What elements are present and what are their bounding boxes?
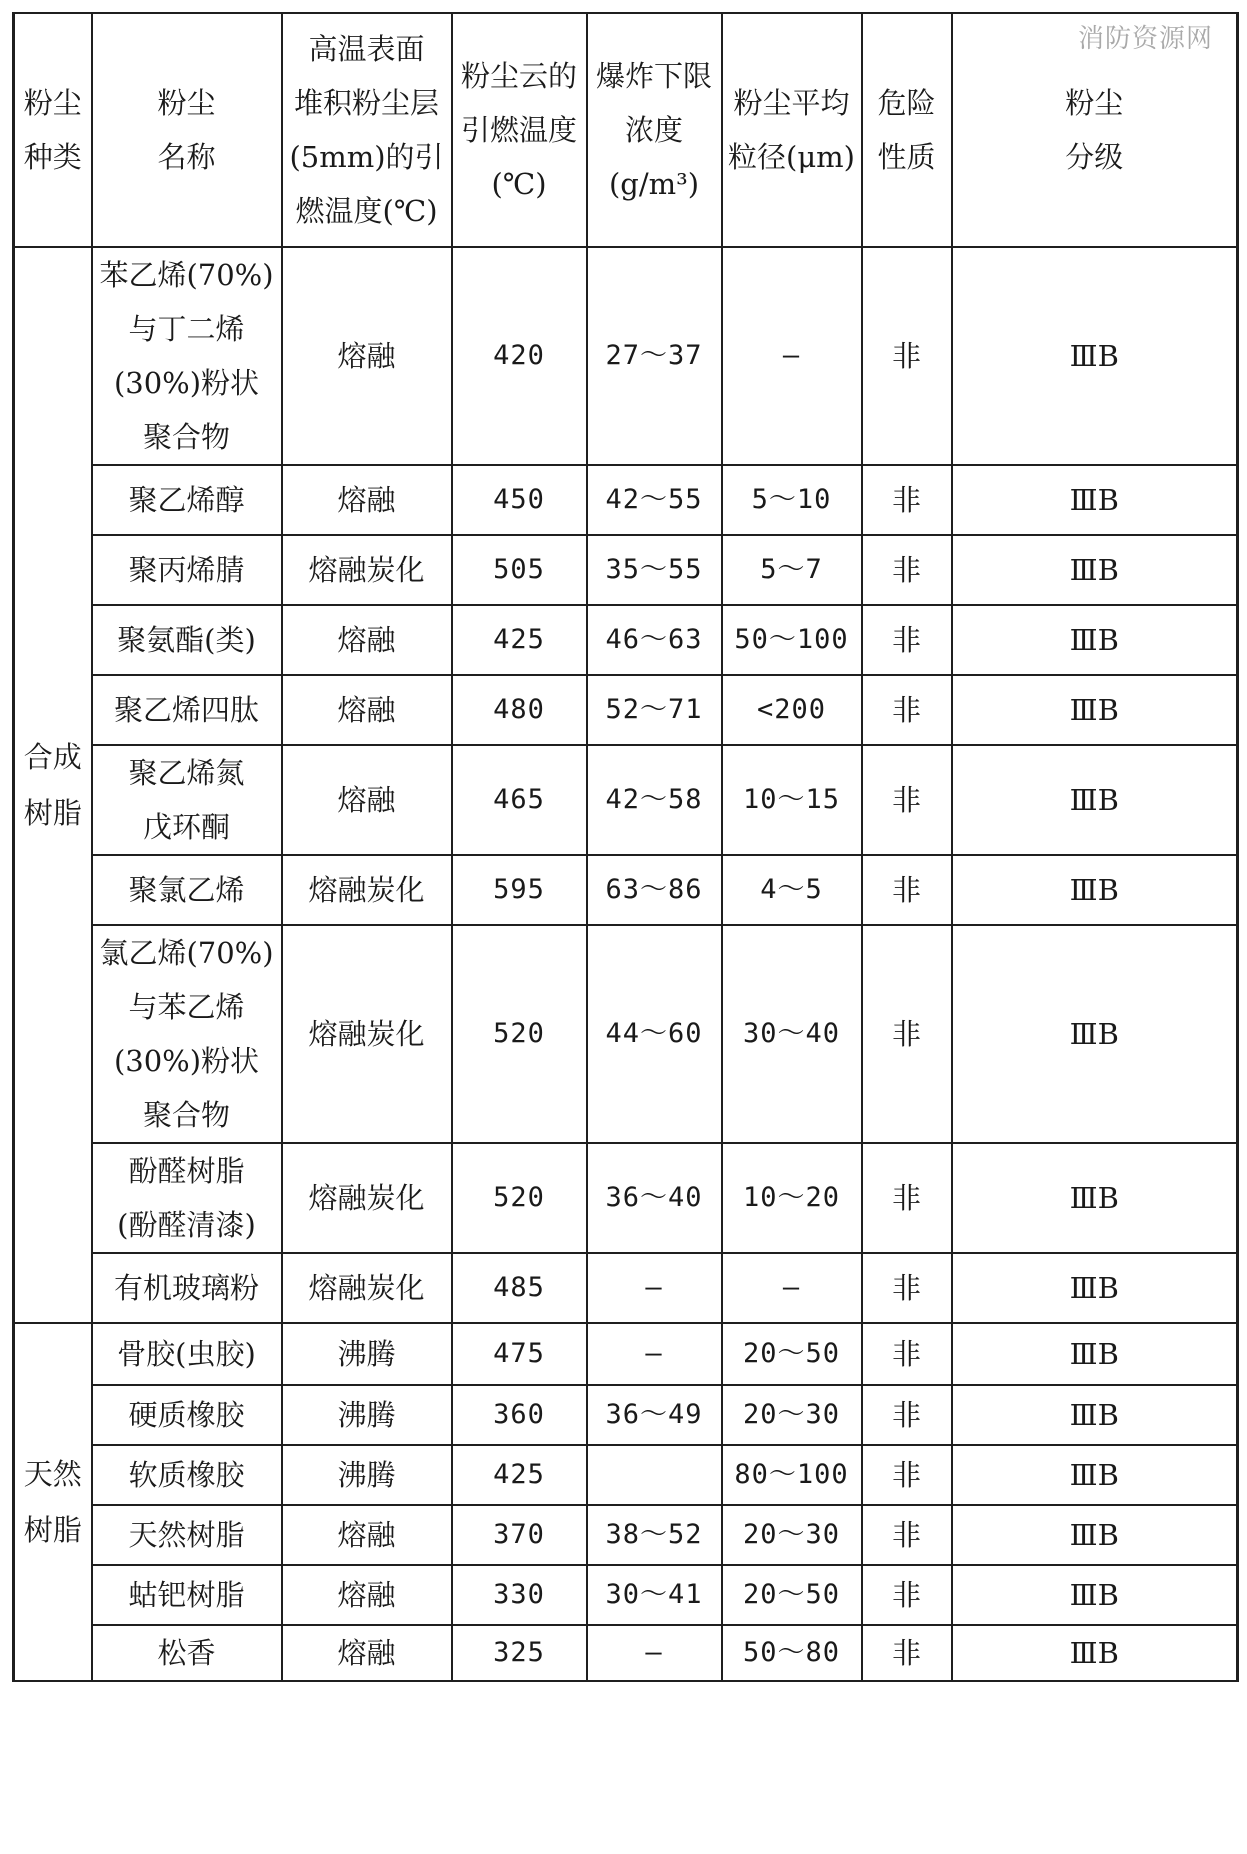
cell-cloud-ignition-temp-text: 370 — [493, 1519, 545, 1550]
cell-dust-class-text: ⅢB — [1069, 1518, 1119, 1552]
cell-layer-ignition-temp-text: 熔融炭化 — [308, 1271, 425, 1305]
cell-hazard-nature-text: 非 — [891, 783, 921, 817]
cell-dust-name-text: 氯乙烯(70%) 与苯乙烯 (30%)粉状 聚合物 — [99, 936, 274, 1132]
cell-hazard-nature — [862, 675, 952, 745]
cell-dust-class-text: ⅢB — [1069, 553, 1119, 587]
cell-dust-class — [952, 855, 1238, 925]
cell-layer-ignition-temp-text: 熔融 — [337, 1636, 396, 1670]
cell-mean-particle-size — [722, 1565, 862, 1625]
header-mean-particle-size: 粉尘平均 粒径(μm) — [722, 13, 862, 247]
cell-lower-explosion-limit-text: 36～49 — [605, 1399, 703, 1430]
cell-dust-class-text: ⅢB — [1069, 483, 1119, 517]
cell-dust-class-text: ⅢB — [1069, 1636, 1119, 1670]
cell-mean-particle-size — [722, 605, 862, 675]
cell-cloud-ignition-temp — [452, 745, 587, 855]
cell-hazard-nature-text: 非 — [891, 553, 921, 587]
cell-dust-class — [952, 465, 1238, 535]
cell-mean-particle-size-text: 80～100 — [734, 1459, 849, 1490]
cell-hazard-nature-text: 非 — [891, 1271, 921, 1305]
cell-lower-explosion-limit-text: 52～71 — [605, 694, 703, 725]
cell-hazard-nature-text: 非 — [891, 1636, 921, 1670]
cell-lower-explosion-limit-text: 36～40 — [605, 1182, 703, 1213]
cell-layer-ignition-temp — [282, 1143, 452, 1253]
cell-cloud-ignition-temp-text: 520 — [493, 1182, 545, 1213]
cell-lower-explosion-limit-text: 46～63 — [605, 624, 703, 655]
cell-dust-name-text: 聚乙烯四肽 — [113, 693, 259, 727]
table-row — [14, 1253, 1238, 1323]
cell-hazard-nature-text: 非 — [891, 693, 921, 727]
cell-dust-class-text: ⅢB — [1069, 339, 1119, 373]
cell-layer-ignition-temp-text: 熔融 — [337, 783, 396, 817]
cell-dust-class — [952, 1143, 1238, 1253]
cell-mean-particle-size-text: 20～50 — [742, 1579, 841, 1610]
cell-lower-explosion-limit-text: — — [645, 1637, 663, 1668]
cell-dust-name — [92, 855, 282, 925]
header-cloud-ignition-temp: 粉尘云的 引燃温度 (℃) — [452, 13, 587, 247]
cell-dust-category — [14, 247, 92, 1323]
cell-mean-particle-size-text: <200 — [756, 694, 827, 725]
cell-mean-particle-size-text: 20～30 — [742, 1519, 841, 1550]
table-row — [14, 1323, 1238, 1385]
cell-lower-explosion-limit — [587, 1253, 722, 1323]
cell-hazard-nature — [862, 925, 952, 1143]
cell-layer-ignition-temp — [282, 855, 452, 925]
cell-layer-ignition-temp — [282, 1505, 452, 1565]
cell-hazard-nature — [862, 1445, 952, 1505]
table-row — [14, 605, 1238, 675]
cell-lower-explosion-limit-text: 44～60 — [605, 1018, 703, 1049]
cell-layer-ignition-temp — [282, 1565, 452, 1625]
cell-lower-explosion-limit — [587, 1445, 722, 1505]
table-row — [14, 247, 1238, 465]
cell-layer-ignition-temp-text: 熔融 — [337, 623, 396, 657]
cell-lower-explosion-limit — [587, 925, 722, 1143]
cell-cloud-ignition-temp — [452, 675, 587, 745]
cell-hazard-nature-text: 非 — [891, 1578, 921, 1612]
cell-mean-particle-size-text: — — [782, 340, 801, 371]
cell-hazard-nature — [862, 1565, 952, 1625]
cell-dust-name — [92, 1143, 282, 1253]
cell-cloud-ignition-temp-text: 360 — [493, 1399, 545, 1430]
cell-layer-ignition-temp-text: 沸腾 — [337, 1398, 396, 1432]
cell-cloud-ignition-temp-text: 465 — [493, 784, 545, 815]
cell-dust-name-text: 酚醛树脂 (酚醛清漆) — [117, 1154, 256, 1242]
header-dust-class: 粉尘 分级 — [952, 13, 1238, 247]
cell-layer-ignition-temp — [282, 1385, 452, 1445]
cell-cloud-ignition-temp — [452, 465, 587, 535]
cell-mean-particle-size-text: — — [782, 1272, 801, 1303]
cell-dust-name — [92, 745, 282, 855]
cell-cloud-ignition-temp-text: 425 — [493, 624, 545, 655]
cell-mean-particle-size-text: 20～50 — [742, 1338, 841, 1369]
cell-cloud-ignition-temp-text: 425 — [493, 1459, 545, 1490]
cell-hazard-nature — [862, 1253, 952, 1323]
cell-layer-ignition-temp — [282, 1625, 452, 1681]
cell-mean-particle-size-text: 50～100 — [734, 624, 849, 655]
cell-dust-name — [92, 1505, 282, 1565]
cell-cloud-ignition-temp — [452, 1385, 587, 1445]
cell-layer-ignition-temp-text: 熔融炭化 — [308, 1017, 425, 1051]
table-row — [14, 535, 1238, 605]
table-row — [14, 1565, 1238, 1625]
table-row — [14, 465, 1238, 535]
cell-dust-class — [952, 1565, 1238, 1625]
cell-layer-ignition-temp — [282, 1445, 452, 1505]
cell-cloud-ignition-temp-text: 595 — [493, 874, 545, 905]
cell-layer-ignition-temp — [282, 465, 452, 535]
table-row — [14, 1385, 1238, 1445]
cell-dust-name-text: 苯乙烯(70%) 与丁二烯 (30%)粉状 聚合物 — [99, 258, 274, 454]
cell-cloud-ignition-temp-text: 325 — [493, 1637, 545, 1668]
cell-dust-class-text: ⅢB — [1069, 623, 1119, 657]
cell-cloud-ignition-temp-text: 485 — [493, 1272, 545, 1303]
cell-cloud-ignition-temp-text: 505 — [493, 554, 545, 585]
cell-mean-particle-size — [722, 535, 862, 605]
cell-lower-explosion-limit — [587, 605, 722, 675]
cell-hazard-nature — [862, 855, 952, 925]
cell-dust-name-text: 聚氯乙烯 — [128, 873, 245, 907]
cell-layer-ignition-temp — [282, 1253, 452, 1323]
cell-hazard-nature-text: 非 — [891, 1017, 921, 1051]
header-dust-name: 粉尘 名称 — [92, 13, 282, 247]
cell-layer-ignition-temp-text: 熔融 — [337, 339, 396, 373]
cell-dust-name — [92, 1385, 282, 1445]
cell-cloud-ignition-temp-text: 520 — [493, 1018, 545, 1049]
cell-dust-name-text: 聚氨酯(类) — [117, 623, 256, 657]
cell-dust-name — [92, 247, 282, 465]
cell-dust-class — [952, 745, 1238, 855]
cell-layer-ignition-temp — [282, 1323, 452, 1385]
cell-dust-name-text: 蛄钯树脂 — [128, 1578, 245, 1612]
cell-dust-name — [92, 1565, 282, 1625]
cell-dust-class-text: ⅢB — [1069, 1337, 1119, 1371]
cell-dust-name — [92, 1445, 282, 1505]
cell-mean-particle-size-text: 4～5 — [760, 874, 823, 905]
cell-hazard-nature — [862, 745, 952, 855]
cell-dust-name-text: 硬质橡胶 — [128, 1398, 245, 1432]
cell-mean-particle-size — [722, 1253, 862, 1323]
cell-dust-name — [92, 1323, 282, 1385]
cell-lower-explosion-limit — [587, 1143, 722, 1253]
table-header — [14, 13, 1238, 247]
table-row — [14, 1143, 1238, 1253]
cell-cloud-ignition-temp — [452, 605, 587, 675]
cell-dust-class — [952, 535, 1238, 605]
cell-mean-particle-size — [722, 925, 862, 1143]
cell-hazard-nature-text: 非 — [891, 339, 921, 373]
cell-hazard-nature-text: 非 — [891, 1398, 921, 1432]
cell-layer-ignition-temp — [282, 745, 452, 855]
cell-hazard-nature — [862, 535, 952, 605]
cell-mean-particle-size-text: 10～20 — [742, 1182, 841, 1213]
cell-cloud-ignition-temp-text: 330 — [493, 1579, 545, 1610]
cell-hazard-nature-text: 非 — [891, 623, 921, 657]
cell-dust-class-text: ⅢB — [1069, 873, 1119, 907]
cell-dust-class — [952, 1253, 1238, 1323]
cell-cloud-ignition-temp — [452, 855, 587, 925]
cell-dust-name-text: 有机玻璃粉 — [113, 1271, 259, 1305]
cell-mean-particle-size-text: 10～15 — [742, 784, 841, 815]
cell-lower-explosion-limit-text: 27～37 — [605, 340, 703, 371]
cell-lower-explosion-limit-text: 42～55 — [605, 484, 703, 515]
cell-hazard-nature — [862, 1143, 952, 1253]
cell-cloud-ignition-temp — [452, 1565, 587, 1625]
cell-hazard-nature-text: 非 — [891, 1518, 921, 1552]
cell-cloud-ignition-temp-text: 450 — [493, 484, 545, 515]
cell-hazard-nature-text: 非 — [891, 873, 921, 907]
cell-dust-class-text: ⅢB — [1069, 1271, 1119, 1305]
cell-lower-explosion-limit — [587, 465, 722, 535]
cell-cloud-ignition-temp — [452, 247, 587, 465]
cell-dust-name — [92, 535, 282, 605]
cell-lower-explosion-limit-text: 35～55 — [605, 554, 703, 585]
cell-dust-name — [92, 1625, 282, 1681]
watermark-text: 消防资源网 — [1077, 24, 1213, 54]
cell-hazard-nature — [862, 1625, 952, 1681]
cell-mean-particle-size — [722, 1505, 862, 1565]
cell-dust-name-text: 天然树脂 — [128, 1518, 245, 1552]
cell-mean-particle-size — [722, 465, 862, 535]
cell-cloud-ignition-temp-text: 480 — [493, 694, 545, 725]
cell-hazard-nature — [862, 465, 952, 535]
cell-dust-class-text: ⅢB — [1069, 1578, 1119, 1612]
cell-mean-particle-size — [722, 247, 862, 465]
cell-dust-class-text: ⅢB — [1069, 1017, 1119, 1051]
cell-mean-particle-size — [722, 745, 862, 855]
table-row — [14, 675, 1238, 745]
table-row — [14, 1445, 1238, 1505]
cell-cloud-ignition-temp — [452, 1505, 587, 1565]
cell-mean-particle-size — [722, 855, 862, 925]
cell-lower-explosion-limit — [587, 675, 722, 745]
cell-cloud-ignition-temp — [452, 535, 587, 605]
dust-properties-table — [12, 12, 1239, 1682]
cell-layer-ignition-temp — [282, 675, 452, 745]
cell-layer-ignition-temp-text: 熔融炭化 — [308, 1181, 425, 1215]
cell-lower-explosion-limit — [587, 745, 722, 855]
cell-layer-ignition-temp-text: 熔融 — [337, 693, 396, 727]
cell-dust-class — [952, 675, 1238, 745]
cell-dust-class-text: ⅢB — [1069, 1398, 1119, 1432]
header-row — [14, 13, 1238, 247]
cell-hazard-nature — [862, 1385, 952, 1445]
cell-hazard-nature-text: 非 — [891, 1458, 921, 1492]
cell-layer-ignition-temp-text: 熔融 — [337, 1578, 396, 1612]
table-row — [14, 745, 1238, 855]
cell-dust-class — [952, 1385, 1238, 1445]
cell-dust-class-text: ⅢB — [1069, 693, 1119, 727]
cell-dust-class — [952, 605, 1238, 675]
header-dust-category: 粉尘 种类 — [14, 13, 92, 247]
cell-dust-name-text: 聚乙烯醇 — [128, 483, 245, 517]
dust-category-label: 天然 树脂 — [23, 1457, 82, 1547]
cell-lower-explosion-limit — [587, 855, 722, 925]
cell-mean-particle-size — [722, 1625, 862, 1681]
cell-layer-ignition-temp — [282, 535, 452, 605]
cell-dust-class-text: ⅢB — [1069, 1458, 1119, 1492]
cell-lower-explosion-limit — [587, 1323, 722, 1385]
cell-layer-ignition-temp-text: 沸腾 — [337, 1458, 396, 1492]
cell-dust-class-text: ⅢB — [1069, 1181, 1119, 1215]
cell-dust-name-text: 聚丙烯腈 — [128, 553, 245, 587]
table-body — [14, 247, 1238, 1681]
cell-dust-category — [14, 1323, 92, 1681]
cell-cloud-ignition-temp — [452, 1253, 587, 1323]
cell-layer-ignition-temp — [282, 605, 452, 675]
cell-mean-particle-size — [722, 675, 862, 745]
cell-mean-particle-size — [722, 1445, 862, 1505]
cell-dust-class — [952, 1323, 1238, 1385]
cell-lower-explosion-limit-text: — — [645, 1272, 663, 1303]
cell-lower-explosion-limit-text: 42～58 — [605, 784, 703, 815]
cell-lower-explosion-limit — [587, 247, 722, 465]
header-hazard-nature: 危险 性质 — [862, 13, 952, 247]
cell-layer-ignition-temp — [282, 247, 452, 465]
cell-mean-particle-size — [722, 1143, 862, 1253]
cell-dust-name-text: 松香 — [157, 1636, 216, 1670]
cell-dust-class — [952, 1625, 1238, 1681]
cell-layer-ignition-temp-text: 熔融炭化 — [308, 553, 425, 587]
cell-lower-explosion-limit — [587, 1505, 722, 1565]
cell-cloud-ignition-temp — [452, 1323, 587, 1385]
cell-mean-particle-size-text: 20～30 — [742, 1399, 841, 1430]
cell-mean-particle-size — [722, 1385, 862, 1445]
cell-hazard-nature — [862, 247, 952, 465]
cell-hazard-nature-text: 非 — [891, 483, 921, 517]
cell-dust-name-text: 聚乙烯氮 戊环酮 — [128, 756, 245, 844]
cell-dust-class-text: ⅢB — [1069, 783, 1119, 817]
cell-layer-ignition-temp-text: 熔融炭化 — [308, 873, 425, 907]
cell-mean-particle-size-text: 5～7 — [760, 554, 823, 585]
cell-mean-particle-size-text: 5～10 — [751, 484, 832, 515]
header-layer-ignition-temp: 高温表面 堆积粉尘层 (5mm)的引 燃温度(℃) — [282, 13, 452, 247]
cell-mean-particle-size-text: 50～80 — [742, 1637, 841, 1668]
table-row — [14, 1505, 1238, 1565]
cell-lower-explosion-limit-text: 63～86 — [605, 874, 703, 905]
cell-lower-explosion-limit — [587, 1625, 722, 1681]
header-lower-explosion-limit: 爆炸下限 浓度 (g/m³) — [587, 13, 722, 247]
cell-cloud-ignition-temp — [452, 925, 587, 1143]
table-row — [14, 1625, 1238, 1681]
cell-dust-name — [92, 1253, 282, 1323]
cell-layer-ignition-temp-text: 熔融 — [337, 1518, 396, 1552]
cell-hazard-nature-text: 非 — [891, 1181, 921, 1215]
cell-lower-explosion-limit-text: 30～41 — [605, 1579, 703, 1610]
cell-layer-ignition-temp-text: 熔融 — [337, 483, 396, 517]
cell-cloud-ignition-temp — [452, 1625, 587, 1681]
cell-hazard-nature — [862, 605, 952, 675]
cell-dust-name — [92, 675, 282, 745]
cell-dust-name-text: 软质橡胶 — [128, 1458, 245, 1492]
cell-dust-class — [952, 1445, 1238, 1505]
cell-dust-name-text: 骨胶(虫胶) — [117, 1337, 256, 1371]
cell-cloud-ignition-temp — [452, 1143, 587, 1253]
cell-cloud-ignition-temp-text: 475 — [493, 1338, 545, 1369]
cell-layer-ignition-temp — [282, 925, 452, 1143]
cell-dust-name — [92, 605, 282, 675]
cell-dust-name — [92, 925, 282, 1143]
cell-dust-class — [952, 925, 1238, 1143]
cell-dust-name — [92, 465, 282, 535]
cell-lower-explosion-limit-text: 38～52 — [605, 1519, 703, 1550]
cell-lower-explosion-limit — [587, 1565, 722, 1625]
dust-category-label: 合成 树脂 — [23, 740, 82, 830]
table-row — [14, 855, 1238, 925]
table-row — [14, 925, 1238, 1143]
cell-hazard-nature-text: 非 — [891, 1337, 921, 1371]
cell-cloud-ignition-temp — [452, 1445, 587, 1505]
cell-mean-particle-size-text: 30～40 — [742, 1018, 841, 1049]
cell-dust-class — [952, 247, 1238, 465]
cell-hazard-nature — [862, 1505, 952, 1565]
cell-dust-class — [952, 1505, 1238, 1565]
cell-layer-ignition-temp-text: 沸腾 — [337, 1337, 396, 1371]
cell-lower-explosion-limit — [587, 535, 722, 605]
cell-hazard-nature — [862, 1323, 952, 1385]
cell-lower-explosion-limit-text: — — [645, 1338, 663, 1369]
cell-mean-particle-size — [722, 1323, 862, 1385]
cell-cloud-ignition-temp-text: 420 — [493, 340, 545, 371]
cell-lower-explosion-limit — [587, 1385, 722, 1445]
